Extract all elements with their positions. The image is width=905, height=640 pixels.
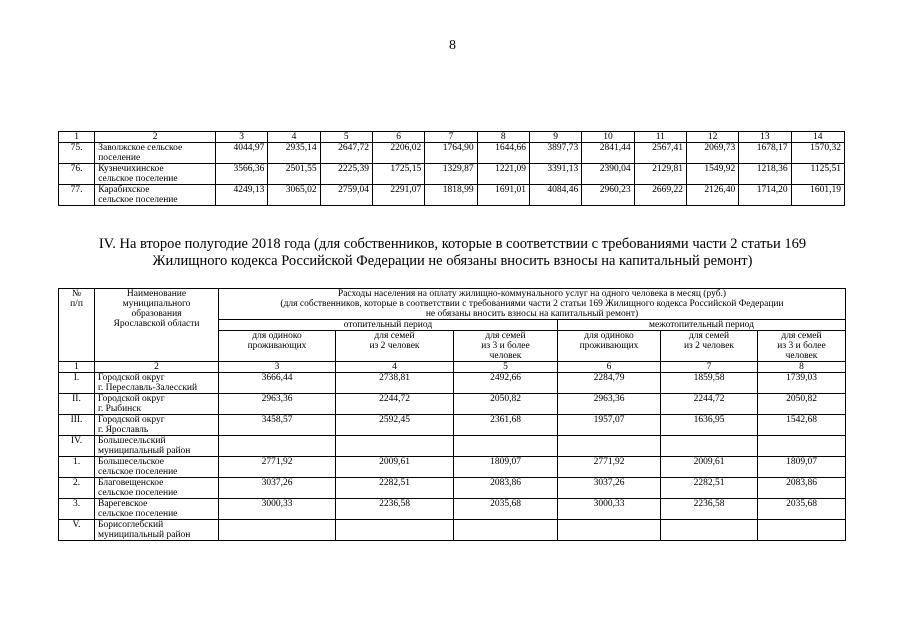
table-row — [59, 164, 845, 185]
table-row — [59, 520, 846, 541]
section-heading-line-1: IV. На второе полугодие 2018 года (для собственников, которые в соответствии с требованиями части 2 статьи 169 — [98, 236, 807, 252]
value-cell — [454, 520, 558, 541]
municipality-name: Большесельский муниципальный район — [95, 436, 219, 457]
header-cell: 6 — [372, 132, 424, 143]
header-cell: 12 — [686, 132, 738, 143]
column-number-cell: 7 — [661, 362, 758, 373]
row-number: 2. — [59, 478, 95, 499]
row-number: V. — [59, 520, 95, 541]
row-number: 1. — [59, 457, 95, 478]
value-cell: 1601,19 — [791, 185, 844, 206]
value-cell: 1329,87 — [425, 164, 477, 185]
value-cell — [661, 436, 758, 457]
section-heading — [40, 236, 865, 270]
value-cell: 1570,32 — [791, 143, 844, 164]
value-cell — [219, 520, 336, 541]
sub-column-header: для одиноко проживающих — [219, 331, 336, 362]
value-cell: 2738,81 — [336, 373, 454, 394]
value-cell: 4249,13 — [215, 185, 267, 206]
value-cell: 2669,22 — [634, 185, 686, 206]
value-cell: 3037,26 — [219, 478, 336, 499]
value-cell: 2069,73 — [686, 143, 738, 164]
row-number: 3. — [59, 499, 95, 520]
value-cell: 1809,07 — [758, 457, 846, 478]
heating-period-header: отопительный период — [219, 320, 558, 331]
value-cell — [758, 520, 846, 541]
main-data-table — [58, 288, 846, 541]
value-cell: 3000,33 — [219, 499, 336, 520]
municipality-name: Городской округ г. Переславль-Залесский — [95, 373, 219, 394]
value-cell: 2050,82 — [454, 394, 558, 415]
value-cell: 2244,72 — [336, 394, 454, 415]
header-cell: 9 — [529, 132, 581, 143]
header-cell: 7 — [425, 132, 477, 143]
value-cell: 2501,55 — [268, 164, 320, 185]
value-cell — [219, 436, 336, 457]
municipality-name: Благовещенское сельское поселение — [95, 478, 219, 499]
row-number: I. — [59, 373, 95, 394]
table-row — [59, 394, 846, 415]
header-cell: 2 — [95, 132, 216, 143]
value-cell: 1678,17 — [739, 143, 791, 164]
value-cell: 1714,20 — [739, 185, 791, 206]
sub-column-header: для семей из 3 и более человек — [758, 331, 846, 362]
sub-column-header: для семей из 2 человек — [336, 331, 454, 362]
municipality-name: Городской округ г. Ярославль — [95, 415, 219, 436]
value-cell — [558, 436, 661, 457]
value-cell: 1542,68 — [758, 415, 846, 436]
value-cell: 1221,09 — [477, 164, 529, 185]
municipality-name: Кузнечихинское сельское поселение — [95, 164, 216, 185]
row-number: 77. — [59, 185, 95, 206]
value-cell: 3037,26 — [558, 478, 661, 499]
value-cell — [336, 436, 454, 457]
value-cell: 2129,81 — [634, 164, 686, 185]
value-cell: 1125,51 — [791, 164, 844, 185]
value-cell: 1725,15 — [372, 164, 424, 185]
value-cell: 2009,61 — [661, 457, 758, 478]
value-cell: 2083,86 — [758, 478, 846, 499]
value-cell: 2567,41 — [634, 143, 686, 164]
table-row — [59, 185, 845, 206]
value-cell: 2935,14 — [268, 143, 320, 164]
value-cell: 2035,68 — [758, 499, 846, 520]
table-row — [59, 457, 846, 478]
value-cell: 2206,02 — [372, 143, 424, 164]
row-number: 76. — [59, 164, 95, 185]
interheating-period-header: межотопительный период — [558, 320, 846, 331]
row-number: III. — [59, 415, 95, 436]
value-cell: 1549,92 — [686, 164, 738, 185]
column-number-row — [59, 362, 846, 373]
table-row — [59, 499, 846, 520]
value-cell: 2592,45 — [336, 415, 454, 436]
value-cell: 1859,58 — [661, 373, 758, 394]
value-cell: 1957,07 — [558, 415, 661, 436]
value-cell: 2126,40 — [686, 185, 738, 206]
value-cell — [454, 436, 558, 457]
value-cell — [558, 520, 661, 541]
sub-column-header: для одиноко проживающих — [558, 331, 661, 362]
value-cell: 2759,04 — [320, 185, 372, 206]
value-cell: 2236,58 — [661, 499, 758, 520]
header-cell: 8 — [477, 132, 529, 143]
top-data-table — [58, 131, 845, 206]
header-cell: 10 — [582, 132, 634, 143]
sub-column-header: для семей из 3 и более человек — [454, 331, 558, 362]
value-cell: 2390,04 — [582, 164, 634, 185]
table-row — [59, 143, 845, 164]
value-cell: 4044,97 — [215, 143, 267, 164]
header-cell: 1 — [59, 132, 95, 143]
value-cell: 2291,07 — [372, 185, 424, 206]
header-cell: 13 — [739, 132, 791, 143]
value-cell: 2771,92 — [219, 457, 336, 478]
municipality-name: Заволжское сельское поселение — [95, 143, 216, 164]
row-number: II. — [59, 394, 95, 415]
value-cell — [336, 520, 454, 541]
top-header-row — [59, 132, 845, 143]
row-number: 75. — [59, 143, 95, 164]
value-cell: 2841,44 — [582, 143, 634, 164]
header-cell: 4 — [268, 132, 320, 143]
header-cell: 3 — [215, 132, 267, 143]
value-cell: 1691,01 — [477, 185, 529, 206]
col-num-header: № п/п — [59, 289, 95, 362]
column-number-cell: 5 — [454, 362, 558, 373]
value-cell: 3065,02 — [268, 185, 320, 206]
value-cell: 3391,13 — [529, 164, 581, 185]
value-cell: 3566,36 — [215, 164, 267, 185]
value-cell: 3666,44 — [219, 373, 336, 394]
value-cell: 2771,92 — [558, 457, 661, 478]
value-cell: 2963,36 — [558, 394, 661, 415]
value-cell: 1218,36 — [739, 164, 791, 185]
value-cell: 2225,39 — [320, 164, 372, 185]
value-cell: 1764,90 — [425, 143, 477, 164]
value-cell: 3897,73 — [529, 143, 581, 164]
value-cell: 2009,61 — [336, 457, 454, 478]
column-number-cell: 8 — [758, 362, 846, 373]
table-row — [59, 415, 846, 436]
value-cell: 2963,36 — [219, 394, 336, 415]
value-cell: 1739,03 — [758, 373, 846, 394]
header-cell: 14 — [791, 132, 844, 143]
value-cell: 2647,72 — [320, 143, 372, 164]
section-heading-line-2: Жилищного кодекса Российской Федерации не обязаны вносить взносы на капитальный ремонт) — [152, 253, 753, 269]
municipality-name: Городской округ г. Рыбинск — [95, 394, 219, 415]
municipality-name: Варегевское сельское поселение — [95, 499, 219, 520]
page-number: 8 — [449, 38, 456, 53]
value-cell: 1636,95 — [661, 415, 758, 436]
header-cell: 11 — [634, 132, 686, 143]
value-cell — [661, 520, 758, 541]
row-number: IV. — [59, 436, 95, 457]
value-cell: 1809,07 — [454, 457, 558, 478]
table-row — [59, 436, 846, 457]
column-number-cell: 1 — [59, 362, 95, 373]
value-cell: 2236,58 — [336, 499, 454, 520]
value-cell: 4084,46 — [529, 185, 581, 206]
value-cell: 2050,82 — [758, 394, 846, 415]
value-cell: 2035,68 — [454, 499, 558, 520]
value-cell: 2282,51 — [336, 478, 454, 499]
value-cell: 2244,72 — [661, 394, 758, 415]
column-number-cell: 3 — [219, 362, 336, 373]
sub-column-header: для семей из 2 человек — [661, 331, 758, 362]
municipality-name: Борисоглебский муниципальный район — [95, 520, 219, 541]
value-cell: 3458,57 — [219, 415, 336, 436]
expenses-header: Расходы населения на оплату жилищно-коммунального услуг на одного человека в месяц (руб.) (для собственников, которые в соответствии с требованиями части 2 статьи 169 Жилищного кодекса Российской Федерации не обязаны вносить взносы на капитальный ремонт) — [219, 289, 846, 320]
value-cell: 3000,33 — [558, 499, 661, 520]
header-cell: 5 — [320, 132, 372, 143]
value-cell — [758, 436, 846, 457]
value-cell: 2960,23 — [582, 185, 634, 206]
municipality-name: Карабихское сельское поселение — [95, 185, 216, 206]
municipality-name: Большесельское сельское поселение — [95, 457, 219, 478]
value-cell: 1644,66 — [477, 143, 529, 164]
column-number-cell: 4 — [336, 362, 454, 373]
main-header-row-1 — [59, 289, 846, 320]
value-cell: 2083,86 — [454, 478, 558, 499]
value-cell: 2361,68 — [454, 415, 558, 436]
value-cell: 2282,51 — [661, 478, 758, 499]
value-cell: 1818,99 — [425, 185, 477, 206]
column-number-cell: 2 — [95, 362, 219, 373]
table-row — [59, 478, 846, 499]
value-cell: 2492,66 — [454, 373, 558, 394]
col-name-header: Наименование муниципального образования Ярославской области — [95, 289, 219, 362]
table-row — [59, 373, 846, 394]
column-number-cell: 6 — [558, 362, 661, 373]
value-cell: 2284,79 — [558, 373, 661, 394]
